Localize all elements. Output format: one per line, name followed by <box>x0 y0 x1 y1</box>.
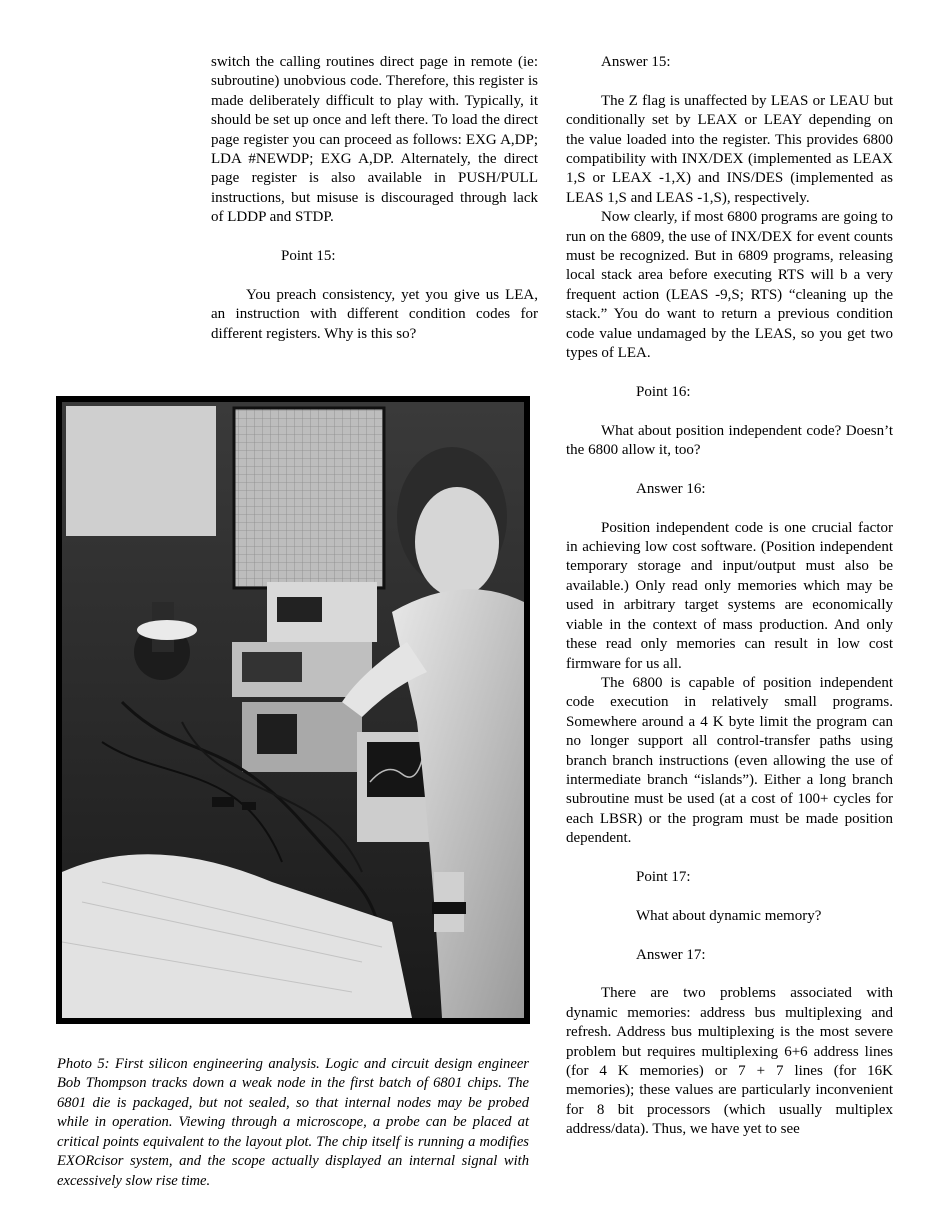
answer-15-paragraph-2: Now clearly, if most 6800 programs are going to run on the 6809, the use of INX/DEX for event counts must be recognized. But in 6809 programs, releasing local stack area before executing RTS will b a very frequent action (LEAS -9,S; RTS) “cleaning up the stack.” You do want to return a previous condition code value undamaged by the LEAS, so you get two types of LEA. <box>566 209 893 362</box>
answer-16-paragraph-1: Position independent code is one crucial factor in achieving low cost software. (Position independent temporary storage and input/output must also be available.) Only read only memories which may be used in arbitrary target systems are economically viable in the context of mass production. And only these read only memories can result in low cost firmware for us all. <box>566 519 893 672</box>
point-16-heading: Point 16: <box>636 383 691 400</box>
answer-17-heading: Answer 17: <box>636 946 706 963</box>
answer-15-paragraph-1: The Z flag is unaffected by LEAS or LEAU but conditionally set by LEAX or LEAY depending on the value loaded into the register. This provides 6800 compatibility with INX/DEX (implemented as LEAX 1,S or LEAX -1,X) and INS/DES (implemented as LEAS 1,S and LEAS -1,S), respectively. <box>566 92 893 206</box>
left-column <box>211 53 538 344</box>
left-paragraph-direct-page: switch the calling routines direct page in remote (ie: subroutine) unobvious code. Therefore, this register is made deliberately difficult to play with. Typically, it should be set up once and left there. To load the direct page register you can proceed as follows: EXG A,DP; LDA #NEWDP; EXG A,DP. Alternately, the direct page register is also available in PUSH/PULL instructions, but misuse is discouraged through lack of LDDP and STDP. <box>211 54 538 226</box>
lab-photo-illustration <box>62 402 524 1018</box>
engineer-face <box>415 487 499 597</box>
answer-16-paragraph-2: The 6800 is capable of position independent code execution in relatively small programs. Somewhere around a 4 K byte limit the program can no longer support all control-transfer paths using branch branch instructions (even allowing the use of intermediate branch “islands”). Either a long branch subroutine must be used (at a cost of 100+ cycles for each LBSR) or the program must be made position dependent. <box>566 674 893 847</box>
answer-17-paragraph-1: There are two problems associated with dynamic memories: address bus multiplexing and refresh. Address bus multiplexing is the most severe problem but requires multiplexing 6+6 address lines (for 4 K memories) or 7 + 7 lines (for 16K memories); these values are particularly inconvenient for 8 bit processors (which usually multiplex address/data). Thus, we have yet to see <box>566 985 893 1138</box>
right-column <box>566 53 893 1140</box>
answer-16-heading: Answer 16: <box>636 480 706 497</box>
point-17-text: What about dynamic memory? <box>636 907 822 924</box>
answer-15-heading: Answer 15: <box>601 54 671 70</box>
point-16-text: What about position independent code? Doesn’t the 6800 allow it, too? <box>566 422 893 459</box>
point-15-text: You preach consistency, yet you give us LEA, an instruction with different condition codes for different registers. Why is this so? <box>211 286 538 342</box>
point-15-heading: Point 15: <box>281 248 336 265</box>
wall-chart-left <box>66 406 216 536</box>
photo-5 <box>56 396 530 1024</box>
photo-caption: Photo 5: First silicon engineering analysis. Logic and circuit design engineer Bob Thompson tracks down a weak node in the first batch of 6801 chips. The 6801 die is packaged, but not sealed, so that internal nodes may be probed while in operation. Viewing through a microscope, a probe can be placed at critical points equivalent to the layout plot. The chip itself is running a modifies EXORcisor system, and the scope actually displayed an internal signal with excessively slow rise time. <box>57 1055 529 1189</box>
point-17-heading: Point 17: <box>636 868 691 885</box>
layout-plot <box>234 408 384 588</box>
